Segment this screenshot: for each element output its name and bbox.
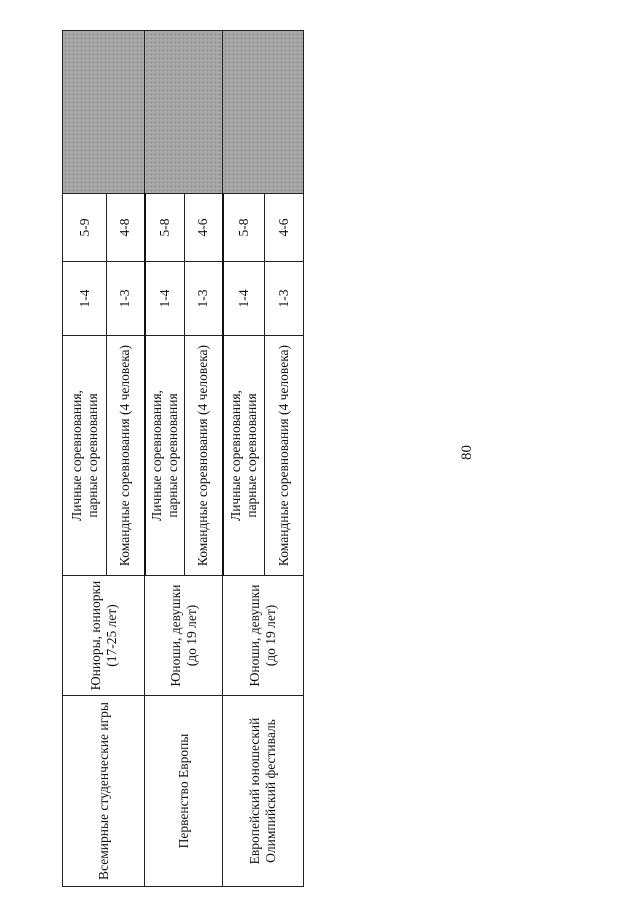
places-secondary: 4-8 [107,194,145,262]
age-category-cell [63,576,145,696]
places-primary: 1-3 [107,262,145,336]
event-cell [63,336,107,576]
age-range: (17-25 лет) [103,604,119,667]
page-number: 80 [459,445,475,460]
age-range: (до 19 лет) [263,604,278,667]
age-category: Юниоры, юниорки [87,580,103,691]
places-primary: 1-4 [145,262,185,336]
event-name: Личные соревнования, [68,390,84,521]
competition-cell [63,696,145,887]
places-primary: 1-4 [223,262,265,336]
places-primary: 1-3 [265,262,304,336]
age-category-cell [223,576,304,696]
table-row [145,31,185,887]
event-cell [145,336,185,576]
age-category: Юноши, девушки [167,584,183,687]
places-secondary: 4-6 [185,194,223,262]
competition-cell [145,696,223,887]
places-secondary: 5-9 [63,194,107,262]
competition-name: Европейский юношеский [247,717,262,865]
shaded-cell [63,31,145,194]
places-secondary: 5-8 [145,194,185,262]
age-category-cell [145,576,223,696]
event-name: Личные соревнования, [148,390,164,521]
places-secondary: 5-8 [223,194,265,262]
places-primary: 1-3 [185,262,223,336]
shaded-cell [145,31,223,194]
event-name: Личные соревнования, [227,390,243,521]
shaded-cell [223,31,304,194]
rotated-table-container [62,31,303,887]
event-name-cont: парные соревнования [243,393,259,518]
event-cell [223,336,265,576]
places-primary: 1-4 [63,262,107,336]
event-name: Командные соревнования (4 человека) [117,344,133,567]
event-name-cont: парные соревнования [164,393,180,518]
event-cell [265,336,304,576]
competition-name-cont: Олимпийский фестиваль [263,719,278,863]
competition-name: Всемирные студенческие игры [95,702,111,880]
event-cell [185,336,223,576]
event-cell [107,336,145,576]
places-secondary: 4-6 [265,194,304,262]
age-category: Юноши, девушки [247,584,262,687]
event-name: Командные соревнования (4 человека) [195,344,211,567]
competition-cell [223,696,304,887]
competition-table [62,30,304,887]
competition-name: Первенство Европы [175,733,191,849]
event-name: Командные соревнования (4 человека) [276,344,291,567]
event-name-cont: парные соревнования [84,393,100,518]
table-row [63,31,107,887]
table-row [223,31,265,887]
age-range: (до 19 лет) [183,604,199,667]
